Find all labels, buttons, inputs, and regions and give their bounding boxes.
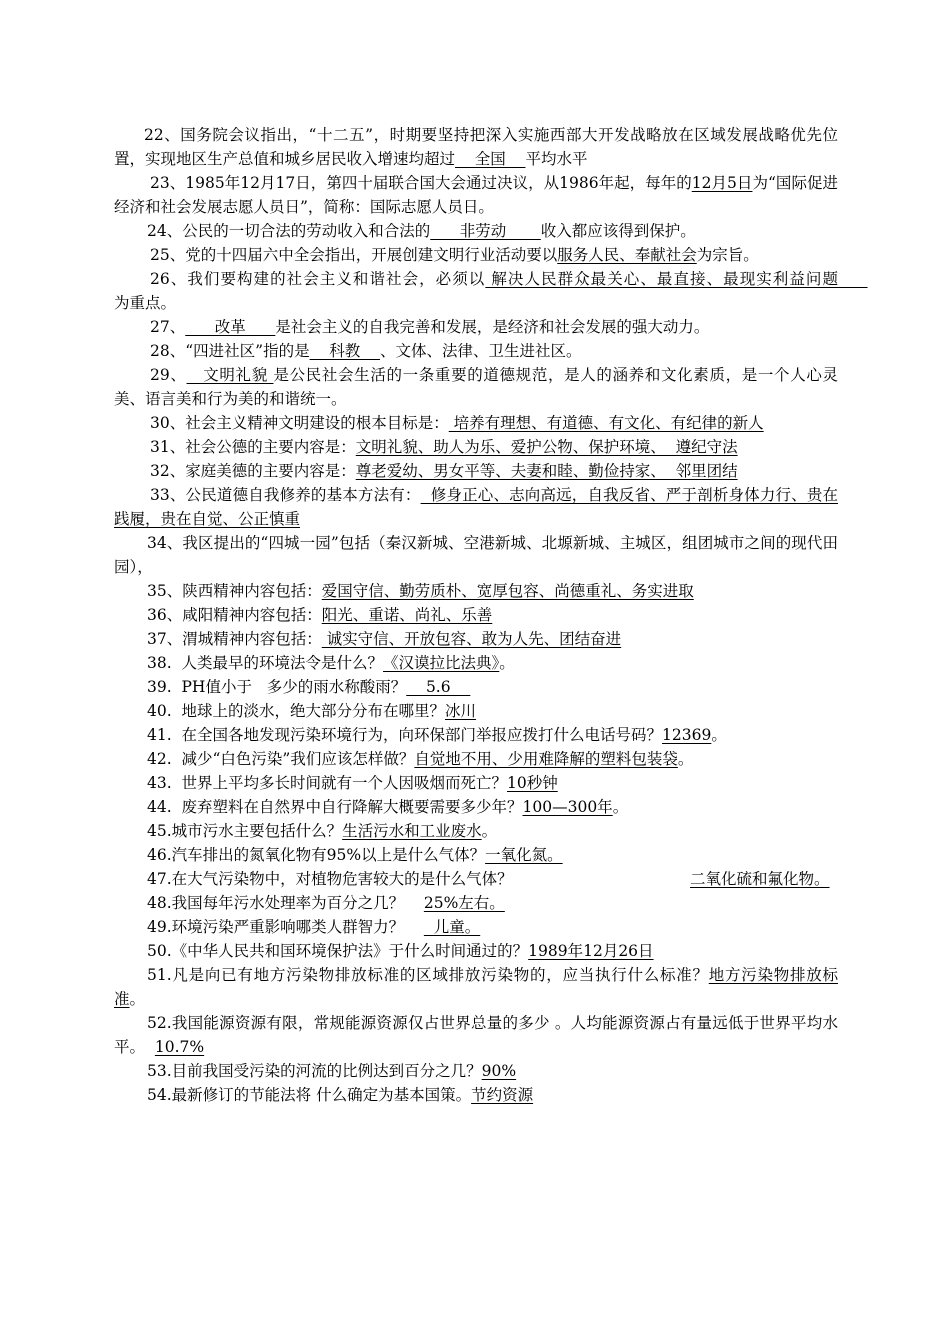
- question-text: 47.在大气污染物中，对植物危害较大的是什么气体？: [147, 870, 691, 888]
- answer-blank: 全国: [455, 150, 526, 168]
- question-item-q35: [114, 579, 838, 603]
- answer-blank: 5.6: [406, 678, 471, 696]
- question-item-q46: [114, 843, 838, 867]
- question-text: 。: [129, 990, 146, 1008]
- question-text: 25、党的十四届六中全会指出，开展创建文明行业活动要以: [150, 246, 558, 264]
- answer-blank: 冰川: [445, 702, 477, 720]
- question-text: 51.凡是向已有地方污染物排放标准的区域排放污染物的，应当执行什么标准？: [147, 966, 709, 984]
- answer-blank: 100—300年: [522, 798, 613, 816]
- question-text: 46.汽车排出的氮氧化物有95%以上是什么气体？: [147, 846, 486, 864]
- answer-blank: 12369: [662, 726, 712, 744]
- answer-blank: 25%左右。: [423, 894, 505, 912]
- question-text: 31、社会公德的主要内容是：: [150, 438, 356, 456]
- answer-blank: 解决人民群众最关心、最直接、最现实利益问题: [485, 270, 868, 288]
- question-item-q47: [114, 867, 838, 891]
- question-item-q27: [114, 315, 838, 339]
- question-text: 27、: [150, 318, 186, 336]
- question-text: 32、家庭美德的主要内容是：: [150, 462, 356, 480]
- answer-blank: 爱国守信、勤劳质朴、宽厚包容、尚德重礼、务实进取: [321, 582, 694, 600]
- question-text: 。: [481, 822, 498, 840]
- question-text: 为“国际促进经济和社会发展志愿人员日”，简称：国际志愿人员日。: [114, 174, 838, 216]
- question-item-q31: [114, 435, 838, 459]
- answer-blank: 培养有理想、有道德、有文化、有纪律的新人: [448, 414, 764, 432]
- question-text: 45.城市污水主要包括什么？: [147, 822, 343, 840]
- question-text: 41. 在全国各地发现污染环境行为，向环保部门举报应拨打什么电话号码？: [147, 726, 663, 744]
- question-text: 29、: [150, 366, 187, 384]
- question-text: 53.目前我国受污染的河流的比例达到百分之几？: [147, 1062, 482, 1080]
- question-item-q48: [114, 891, 838, 915]
- question-text: 37、渭城精神内容包括：: [147, 630, 322, 648]
- answer-blank: 节约资源: [471, 1086, 534, 1104]
- question-text: 35、陕西精神内容包括：: [147, 582, 322, 600]
- question-text: 36、咸阳精神内容包括：: [147, 606, 322, 624]
- answer-blank: 儿童。: [423, 918, 481, 936]
- question-text: 30、社会主义精神文明建设的根本目标是：: [150, 414, 449, 432]
- question-text: 24、公民的一切合法的劳动收入和合法的: [147, 222, 431, 240]
- question-text: 。: [499, 654, 515, 672]
- question-item-q54: [114, 1083, 838, 1107]
- question-item-q25: [114, 243, 838, 267]
- question-item-q37: [114, 627, 838, 651]
- question-text: 48.我国每年污水处理率为百分之几？: [147, 894, 424, 912]
- question-text: 40. 地球上的淡水，绝大部分分布在哪里？: [147, 702, 446, 720]
- question-item-q29: [114, 363, 838, 411]
- question-text: 。: [711, 726, 727, 744]
- question-text: 。: [677, 750, 694, 768]
- question-item-q23: [114, 171, 838, 219]
- question-item-q26: [114, 267, 868, 315]
- question-item-q28: [114, 339, 838, 363]
- question-item-q44: [114, 795, 838, 819]
- answer-blank: 科教: [309, 342, 380, 360]
- question-text: 、文体、法律、卫生进社区。: [380, 342, 582, 360]
- question-text: 平均水平: [525, 150, 588, 168]
- question-text: 33、公民道德自我修养的基本方法有：: [150, 486, 421, 504]
- question-text: 。: [612, 798, 629, 816]
- question-text: 为重点。: [114, 294, 177, 312]
- question-text: 是公民社会生活的一条重要的道德规范，是人的涵养和文化素质，是一个人心灵美、语言美和行为美的和谐统一。: [114, 366, 838, 408]
- answer-blank: 修身正心、志向高远，自我反省、严于剖析身体力行、贵在践履，贵在自觉、公正慎重: [114, 486, 838, 528]
- answer-blank: 文明礼貌、助人为乐、爱护公物、保护环境、 遵纪守法: [355, 438, 738, 456]
- question-item-q52: [114, 1011, 838, 1059]
- answer-blank: 诚实守信、开放包容、敢为人先、团结奋进: [321, 630, 622, 648]
- question-text: 49.环境污染严重影响哪类人群智力？: [147, 918, 424, 936]
- question-text: 38. 人类最早的环境法令是什么？: [147, 654, 384, 672]
- question-item-q24: [114, 219, 838, 243]
- question-item-q50: [114, 939, 838, 963]
- question-text: 54.最新修订的节能法将 什么确定为基本国策。: [147, 1086, 472, 1104]
- answer-blank: 二氧化硫和氟化物。: [690, 870, 830, 888]
- question-item-q41: [114, 723, 838, 747]
- answer-blank: 生活污水和工业废水: [342, 822, 482, 840]
- answer-blank: 自觉地不用、少用难降解的塑料包装袋: [414, 750, 678, 768]
- question-item-q22: [114, 123, 838, 171]
- question-text: 收入都应该得到保护。: [540, 222, 696, 240]
- question-text: 43. 世界上平均多长时间就有一个人因吸烟而死亡？: [147, 774, 508, 792]
- question-text: 52.我国能源资源有限，常规能源资源仅占世界总量的多少 。人均能源资源占有量远低于世界平均水平。: [114, 1014, 838, 1056]
- question-item-q38: [114, 651, 838, 675]
- question-item-q53: [114, 1059, 838, 1083]
- answer-blank: 10.7%: [154, 1038, 205, 1056]
- question-text: 42. 减少“白色污染”我们应该怎样做？: [147, 750, 415, 768]
- question-item-q51: [114, 963, 838, 1011]
- answer-blank: 1989年12月26日: [528, 942, 654, 960]
- question-text: 是社会主义的自我完善和发展，是经济和社会发展的强大动力。: [275, 318, 710, 336]
- question-item-q39: [114, 675, 838, 699]
- question-list: [114, 123, 868, 1107]
- question-item-q30: [114, 411, 838, 435]
- answer-blank: 服务人民、奉献社会: [557, 246, 697, 264]
- answer-blank: 一氧化氮。: [485, 846, 563, 864]
- answer-blank: 地方污染物排放标准: [114, 966, 838, 1008]
- question-text: 44. 废弃塑料在自然界中自行降解大概要需要多少年？: [147, 798, 523, 816]
- question-text: 为宗旨。: [696, 246, 759, 264]
- answer-blank: 90%: [481, 1062, 517, 1080]
- answer-blank: 12月5日: [691, 174, 753, 192]
- question-text: 22、国务院会议指出，“十二五”，时期要坚持把深入实施西部大开发战略放在区域发展战略优先位置，实现地区生产总值和城乡居民收入增速均超过: [114, 126, 838, 168]
- question-text: 34、我区提出的“四城一园”包括（秦汉新城、空港新城、北塬新城、主城区，组团城市之间的现代田园），: [114, 534, 838, 576]
- question-item-q32: [114, 459, 838, 483]
- answer-blank: 尊老爱幼、男女平等、夫妻和睦、勤俭持家、 邻里团结: [355, 462, 738, 480]
- answer-blank: 10秒钟: [507, 774, 558, 792]
- question-text: 26、我们要构建的社会主义和谐社会，必须以: [150, 270, 486, 288]
- question-item-q34: [114, 531, 838, 579]
- question-text: 50.《中华人民共和国环境保护法》于什么时间通过的？: [147, 942, 529, 960]
- question-item-q45: [114, 819, 838, 843]
- question-item-q49: [114, 915, 838, 939]
- question-item-q33: [114, 483, 838, 531]
- question-text: 28、“四进社区”指的是: [150, 342, 310, 360]
- answer-blank: 文明礼貌: [186, 366, 274, 384]
- question-item-q40: [114, 699, 838, 723]
- answer-blank: 阳光、重诺、尚礼、乐善: [321, 606, 493, 624]
- answer-blank: 非劳动: [430, 222, 541, 240]
- answer-blank: 《汉谟拉比法典》: [383, 654, 500, 672]
- answer-blank: 改革: [185, 318, 276, 336]
- question-item-q42: [114, 747, 838, 771]
- question-text: 39. PH值小于 多少的雨水称酸雨？: [147, 678, 407, 696]
- question-item-q43: [114, 771, 838, 795]
- question-item-q36: [114, 603, 838, 627]
- question-text: 23、1985年12月17日，第四十届联合国大会通过决议，从1986年起，每年的: [150, 174, 692, 192]
